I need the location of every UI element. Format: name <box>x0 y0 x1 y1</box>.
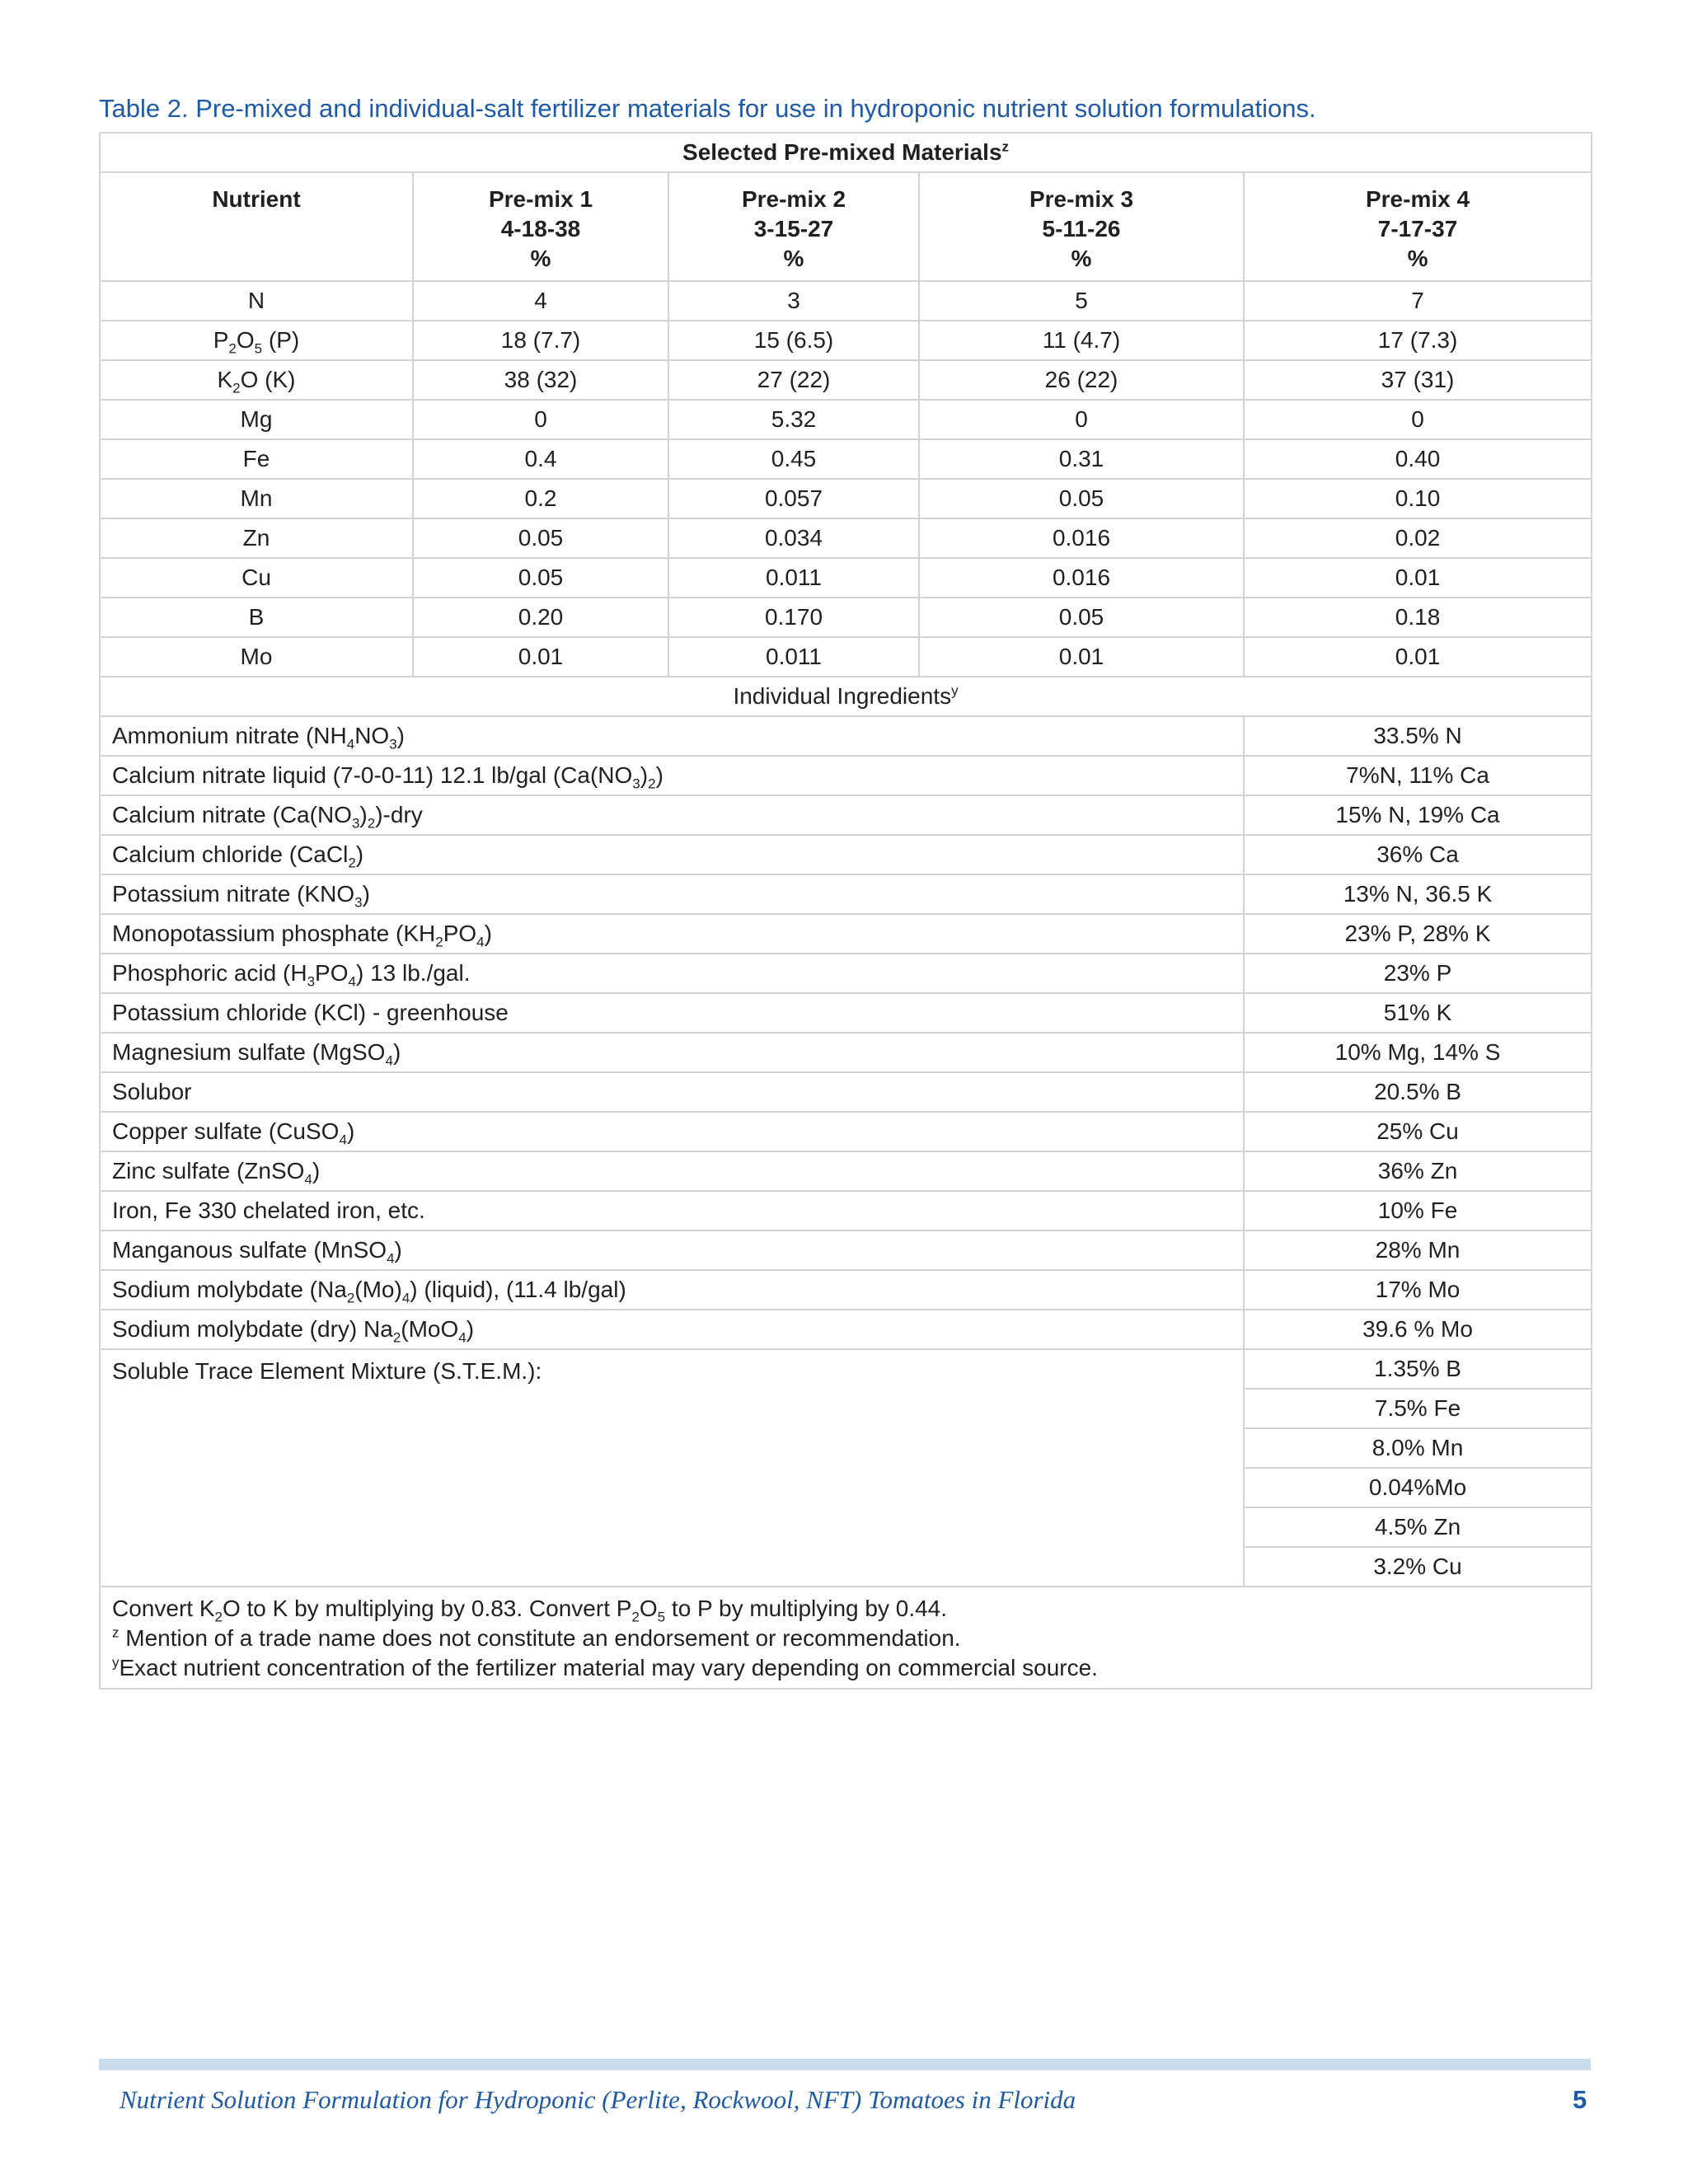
premix-value-cell: 27 (22) <box>668 360 919 400</box>
premix-value-cell: 18 (7.7) <box>413 321 668 360</box>
header-line: % <box>1407 246 1428 271</box>
premix-value-cell: 0.2 <box>413 479 668 518</box>
text-run: ) <box>484 921 492 946</box>
nutrient-name-cell <box>100 598 413 637</box>
subscript: 4 <box>348 973 356 990</box>
subscript: 3 <box>354 894 363 911</box>
text-run: O <box>639 1596 658 1621</box>
subscript: 4 <box>476 934 485 950</box>
premix-row <box>100 479 1592 518</box>
text-run: Calcium nitrate (Ca(NO <box>112 802 352 827</box>
premix-value-cell: 38 (32) <box>413 360 668 400</box>
stem-value-cell: 3.2% Cu <box>1244 1547 1592 1586</box>
text-run: Manganous sulfate (MnSO <box>112 1237 387 1263</box>
stem-value-cell: 8.0% Mn <box>1244 1428 1592 1468</box>
nutrient-name-cell <box>100 360 413 400</box>
ingredient-name-cell <box>100 1230 1244 1270</box>
premix-section-header <box>100 133 1592 172</box>
ingredient-row <box>100 1112 1592 1151</box>
ingredient-name-cell <box>100 756 1244 795</box>
ingredient-value-cell: 33.5% N <box>1244 716 1592 756</box>
text-run: Potassium chloride (KCl) - greenhouse <box>112 1000 509 1025</box>
ingredient-value-cell: 25% Cu <box>1244 1112 1592 1151</box>
text-run: Magnesium sulfate (MgSO <box>112 1039 386 1065</box>
premix-value-cell: 0.01 <box>1244 637 1592 677</box>
subscript: 2 <box>392 1329 401 1346</box>
table-notes-row <box>100 1586 1592 1689</box>
nutrient-symbol: P <box>213 327 229 353</box>
individual-title-text: Individual Ingredients <box>733 683 952 709</box>
individual-section-title <box>100 677 1592 716</box>
premix-value-cell: 0.01 <box>413 637 668 677</box>
premix-row <box>100 281 1592 321</box>
subscript: 4 <box>387 1250 395 1267</box>
ingredient-row <box>100 954 1592 993</box>
premix-value-cell: 5.32 <box>668 400 919 439</box>
text-run: O to K by multiplying by 0.83. Convert P <box>222 1596 632 1621</box>
ingredient-value-cell: 10% Mg, 14% S <box>1244 1033 1592 1072</box>
premix-value-cell: 37 (31) <box>1244 360 1592 400</box>
ingredient-value-cell: 7%N, 11% Ca <box>1244 756 1592 795</box>
premix-row <box>100 558 1592 598</box>
header-premix-4 <box>1244 172 1592 281</box>
text-run: ) (liquid), (11.4 lb/gal) <box>410 1277 626 1302</box>
ingredient-row <box>100 1191 1592 1230</box>
footnote-y <box>112 1653 1579 1683</box>
premix-value-cell: 0.05 <box>919 479 1244 518</box>
stem-value-cell: 1.35% B <box>1244 1349 1592 1389</box>
premix-value-cell: 4 <box>413 281 668 321</box>
ingredient-row <box>100 1230 1592 1270</box>
premix-row <box>100 518 1592 558</box>
premix-value-cell: 0.01 <box>919 637 1244 677</box>
premix-row <box>100 439 1592 479</box>
subscript: 3 <box>307 973 316 990</box>
footer-divider-bar <box>99 2059 1591 2070</box>
footnote-z <box>112 1624 1579 1653</box>
subscript: 2 <box>435 934 443 950</box>
header-premix-3 <box>919 172 1244 281</box>
ingredient-name-cell <box>100 1112 1244 1151</box>
subscript: 4 <box>385 1052 393 1069</box>
text-run: ) <box>396 723 405 748</box>
premix-value-cell: 0.05 <box>413 518 668 558</box>
subscript: 2 <box>346 1290 355 1306</box>
premix-value-cell: 0.011 <box>668 558 919 598</box>
text-run: Ammonium nitrate (NH <box>112 723 347 748</box>
premix-value-cell: 15 (6.5) <box>668 321 919 360</box>
footer-document-title: Nutrient Solution Formulation for Hydroponic (Perlite, Rockwool, NFT) Tomatoes in Florida <box>120 2085 1076 2114</box>
header-line: 3-15-27 <box>753 216 834 241</box>
individual-section-header <box>100 677 1592 716</box>
premix-value-cell: 0.016 <box>919 518 1244 558</box>
subscript: 3 <box>632 776 640 792</box>
ingredient-name-cell <box>100 954 1244 993</box>
ingredient-value-cell: 36% Ca <box>1244 835 1592 874</box>
ingredient-name-cell <box>100 1310 1244 1349</box>
subscript: 4 <box>339 1132 347 1148</box>
text-run: Copper sulfate (CuSO <box>112 1118 340 1144</box>
nutrient-symbol: Mo <box>240 644 273 669</box>
table-caption: Table 2. Pre-mixed and individual-salt fertilizer materials for use in hydroponic nutrient solution formulations. <box>99 94 1316 123</box>
text-run: Potassium nitrate (KNO <box>112 881 355 907</box>
text-run: )-dry <box>375 802 423 827</box>
header-line: Pre-mix 1 <box>488 186 593 212</box>
ingredient-name-cell <box>100 1033 1244 1072</box>
ingredient-name-cell <box>100 1151 1244 1191</box>
text-run: Monopotassium phosphate (KH <box>112 921 436 946</box>
nutrient-name-cell <box>100 558 413 598</box>
premix-value-cell: 0.011 <box>668 637 919 677</box>
ingredient-name-cell <box>100 1191 1244 1230</box>
ingredient-row <box>100 795 1592 835</box>
header-nutrient <box>100 172 413 281</box>
premix-title-text: Selected Pre-mixed Materials <box>682 139 1002 165</box>
ingredient-name-cell <box>100 993 1244 1033</box>
nutrient-name-cell <box>100 637 413 677</box>
ingredient-row <box>100 874 1592 914</box>
subscript: 2 <box>348 855 356 871</box>
subscript: 4 <box>458 1329 467 1346</box>
ingredient-row <box>100 716 1592 756</box>
text-run: Calcium chloride (CaCl <box>112 841 349 867</box>
header-line: Pre-mix 3 <box>1029 186 1134 212</box>
ingredient-row <box>100 756 1592 795</box>
premix-value-cell: 0.034 <box>668 518 919 558</box>
nutrient-symbol-part: O (K) <box>240 367 296 392</box>
nutrient-symbol: Fe <box>242 446 270 471</box>
premix-row <box>100 637 1592 677</box>
text-run: ) <box>355 841 364 867</box>
nutrient-symbol: Zn <box>242 525 270 551</box>
text-run: Solubor <box>112 1079 192 1104</box>
premix-value-cell: 26 (22) <box>919 360 1244 400</box>
premix-value-cell: 0.05 <box>413 558 668 598</box>
text-run: Zinc sulfate (ZnSO <box>112 1158 305 1183</box>
subscript: 2 <box>214 1609 223 1625</box>
subscript: 4 <box>304 1171 312 1188</box>
header-line: Nutrient <box>212 186 301 212</box>
nutrient-symbol: Cu <box>241 565 271 590</box>
conversion-note <box>112 1594 1579 1624</box>
ingredient-value-cell: 28% Mn <box>1244 1230 1592 1270</box>
footnote-mark: y <box>112 1654 120 1671</box>
stem-value-cell: 0.04%Mo <box>1244 1468 1592 1507</box>
subscript: 3 <box>389 736 397 752</box>
text-run: (Mo) <box>354 1277 402 1302</box>
footnote-text: Exact nutrient concentration of the fertilizer material may vary depending on commercial source. <box>119 1655 1098 1680</box>
text-run: (MoO <box>401 1316 459 1342</box>
text-run: Phosphoric acid (H <box>112 960 307 986</box>
premix-value-cell: 0.10 <box>1244 479 1592 518</box>
footnote-mark: z <box>112 1624 120 1641</box>
text-run: ) <box>394 1237 402 1263</box>
nutrient-name-cell <box>100 321 413 360</box>
premix-value-cell: 0.31 <box>919 439 1244 479</box>
ingredient-value-cell: 23% P <box>1244 954 1592 993</box>
nutrient-name-cell <box>100 439 413 479</box>
header-line: % <box>783 246 804 271</box>
premix-value-cell: 7 <box>1244 281 1592 321</box>
subscript: 2 <box>228 340 237 357</box>
premix-value-cell: 0 <box>1244 400 1592 439</box>
subscript: 4 <box>401 1290 410 1306</box>
header-line: 5-11-26 <box>1042 216 1121 241</box>
fertilizer-table <box>99 132 1592 1690</box>
premix-value-cell: 0.40 <box>1244 439 1592 479</box>
ingredient-value-cell: 17% Mo <box>1244 1270 1592 1310</box>
subscript: 2 <box>648 776 656 792</box>
text-run: ) <box>655 762 663 788</box>
text-run: Sodium molybdate (dry) Na <box>112 1316 393 1342</box>
subscript: 2 <box>631 1609 640 1625</box>
table-notes <box>100 1586 1592 1689</box>
header-premix-2 <box>668 172 919 281</box>
stem-value-cell: 4.5% Zn <box>1244 1507 1592 1547</box>
premix-value-cell: 17 (7.3) <box>1244 321 1592 360</box>
premix-value-cell: 0.20 <box>413 598 668 637</box>
text-run: Convert K <box>112 1596 215 1621</box>
premix-value-cell: 0.057 <box>668 479 919 518</box>
subscript: 3 <box>351 815 360 832</box>
header-line: % <box>530 246 551 271</box>
premix-value-cell: 0.05 <box>919 598 1244 637</box>
text-run: Sodium molybdate (Na <box>112 1277 347 1302</box>
subscript: 5 <box>254 340 263 357</box>
premix-row <box>100 400 1592 439</box>
ingredient-name-cell <box>100 1270 1244 1310</box>
ingredient-row <box>100 993 1592 1033</box>
ingredient-row <box>100 1151 1592 1191</box>
ingredient-name-cell <box>100 795 1244 835</box>
footnote-text: Mention of a trade name does not constitute an endorsement or recommendation. <box>119 1625 961 1651</box>
premix-value-cell: 5 <box>919 281 1244 321</box>
premix-value-cell: 0.01 <box>1244 558 1592 598</box>
premix-value-cell: 0 <box>919 400 1244 439</box>
stem-name-text: Soluble Trace Element Mixture (S.T.E.M.): <box>112 1358 542 1384</box>
ingredient-value-cell: 10% Fe <box>1244 1191 1592 1230</box>
header-premix-1 <box>413 172 668 281</box>
ingredient-value-cell: 36% Zn <box>1244 1151 1592 1191</box>
premix-row <box>100 321 1592 360</box>
premix-value-cell: 0.016 <box>919 558 1244 598</box>
premix-value-cell: 0.170 <box>668 598 919 637</box>
ingredient-value-cell: 15% N, 19% Ca <box>1244 795 1592 835</box>
stem-value-cell: 7.5% Fe <box>1244 1389 1592 1428</box>
premix-value-cell: 0 <box>413 400 668 439</box>
premix-row <box>100 598 1592 637</box>
ingredient-value-cell: 51% K <box>1244 993 1592 1033</box>
header-line: 4-18-38 <box>500 216 581 241</box>
ingredient-value-cell: 13% N, 36.5 K <box>1244 874 1592 914</box>
subscript: 5 <box>657 1609 666 1625</box>
header-line: 7-17-37 <box>1377 216 1458 241</box>
nutrient-symbol-part: (P) <box>262 327 300 353</box>
premix-value-cell: 11 (4.7) <box>919 321 1244 360</box>
ingredient-name-cell <box>100 874 1244 914</box>
premix-value-cell: 0.45 <box>668 439 919 479</box>
subscript: 2 <box>367 815 376 832</box>
nutrient-name-cell <box>100 281 413 321</box>
stem-name-cell <box>100 1349 1244 1586</box>
premix-row <box>100 360 1592 400</box>
premix-title-footnote-mark: z <box>1001 138 1010 155</box>
text-run: ) <box>312 1158 321 1183</box>
premix-value-cell: 3 <box>668 281 919 321</box>
ingredient-name-cell <box>100 914 1244 954</box>
stem-row <box>100 1349 1592 1389</box>
subscript: 4 <box>346 736 355 752</box>
premix-value-cell: 0.18 <box>1244 598 1592 637</box>
ingredient-name-cell <box>100 835 1244 874</box>
header-line: Pre-mix 2 <box>741 186 846 212</box>
ingredient-row <box>100 1072 1592 1112</box>
text-run: ) <box>466 1316 475 1342</box>
nutrient-name-cell <box>100 518 413 558</box>
text-run: to P by multiplying by 0.44. <box>665 1596 948 1621</box>
ingredient-value-cell: 39.6 % Mo <box>1244 1310 1592 1349</box>
nutrient-symbol: Mg <box>240 406 273 432</box>
text-run: ) <box>346 1118 355 1144</box>
text-run: ) <box>362 881 370 907</box>
text-run: Calcium nitrate liquid (7-0-0-11) 12.1 lb/gal (Ca(NO <box>112 762 633 788</box>
text-run: PO <box>443 921 477 946</box>
nutrient-symbol: K <box>217 367 233 392</box>
header-line: Pre-mix 4 <box>1365 186 1470 212</box>
nutrient-symbol: N <box>247 288 265 313</box>
nutrient-name-cell <box>100 400 413 439</box>
nutrient-symbol-part: O <box>236 327 255 353</box>
ingredient-name-cell <box>100 1072 1244 1112</box>
individual-title-footnote-mark: y <box>951 682 959 699</box>
ingredient-row <box>100 1033 1592 1072</box>
ingredient-value-cell: 23% P, 28% K <box>1244 914 1592 954</box>
text-run: PO <box>315 960 349 986</box>
ingredient-name-cell <box>100 716 1244 756</box>
ingredient-row <box>100 1310 1592 1349</box>
ingredient-value-cell: 20.5% B <box>1244 1072 1592 1112</box>
text-run: ) <box>640 762 649 788</box>
nutrient-name-cell <box>100 479 413 518</box>
text-run: ) <box>359 802 368 827</box>
page-number: 5 <box>1573 2085 1587 2114</box>
ingredient-row <box>100 835 1592 874</box>
nutrient-symbol: B <box>248 604 265 630</box>
ingredient-row <box>100 1270 1592 1310</box>
premix-value-cell: 0.02 <box>1244 518 1592 558</box>
text-run: ) <box>392 1039 401 1065</box>
ingredient-row <box>100 914 1592 954</box>
text-run: NO <box>354 723 390 748</box>
premix-section-title <box>100 133 1592 172</box>
text-run: ) 13 lb./gal. <box>355 960 471 986</box>
header-line: % <box>1071 246 1092 271</box>
text-run: Iron, Fe 330 chelated iron, etc. <box>112 1197 425 1223</box>
column-header-row <box>100 172 1592 281</box>
subscript: 2 <box>232 380 241 396</box>
premix-value-cell: 0.4 <box>413 439 668 479</box>
nutrient-symbol: Mn <box>240 485 273 511</box>
